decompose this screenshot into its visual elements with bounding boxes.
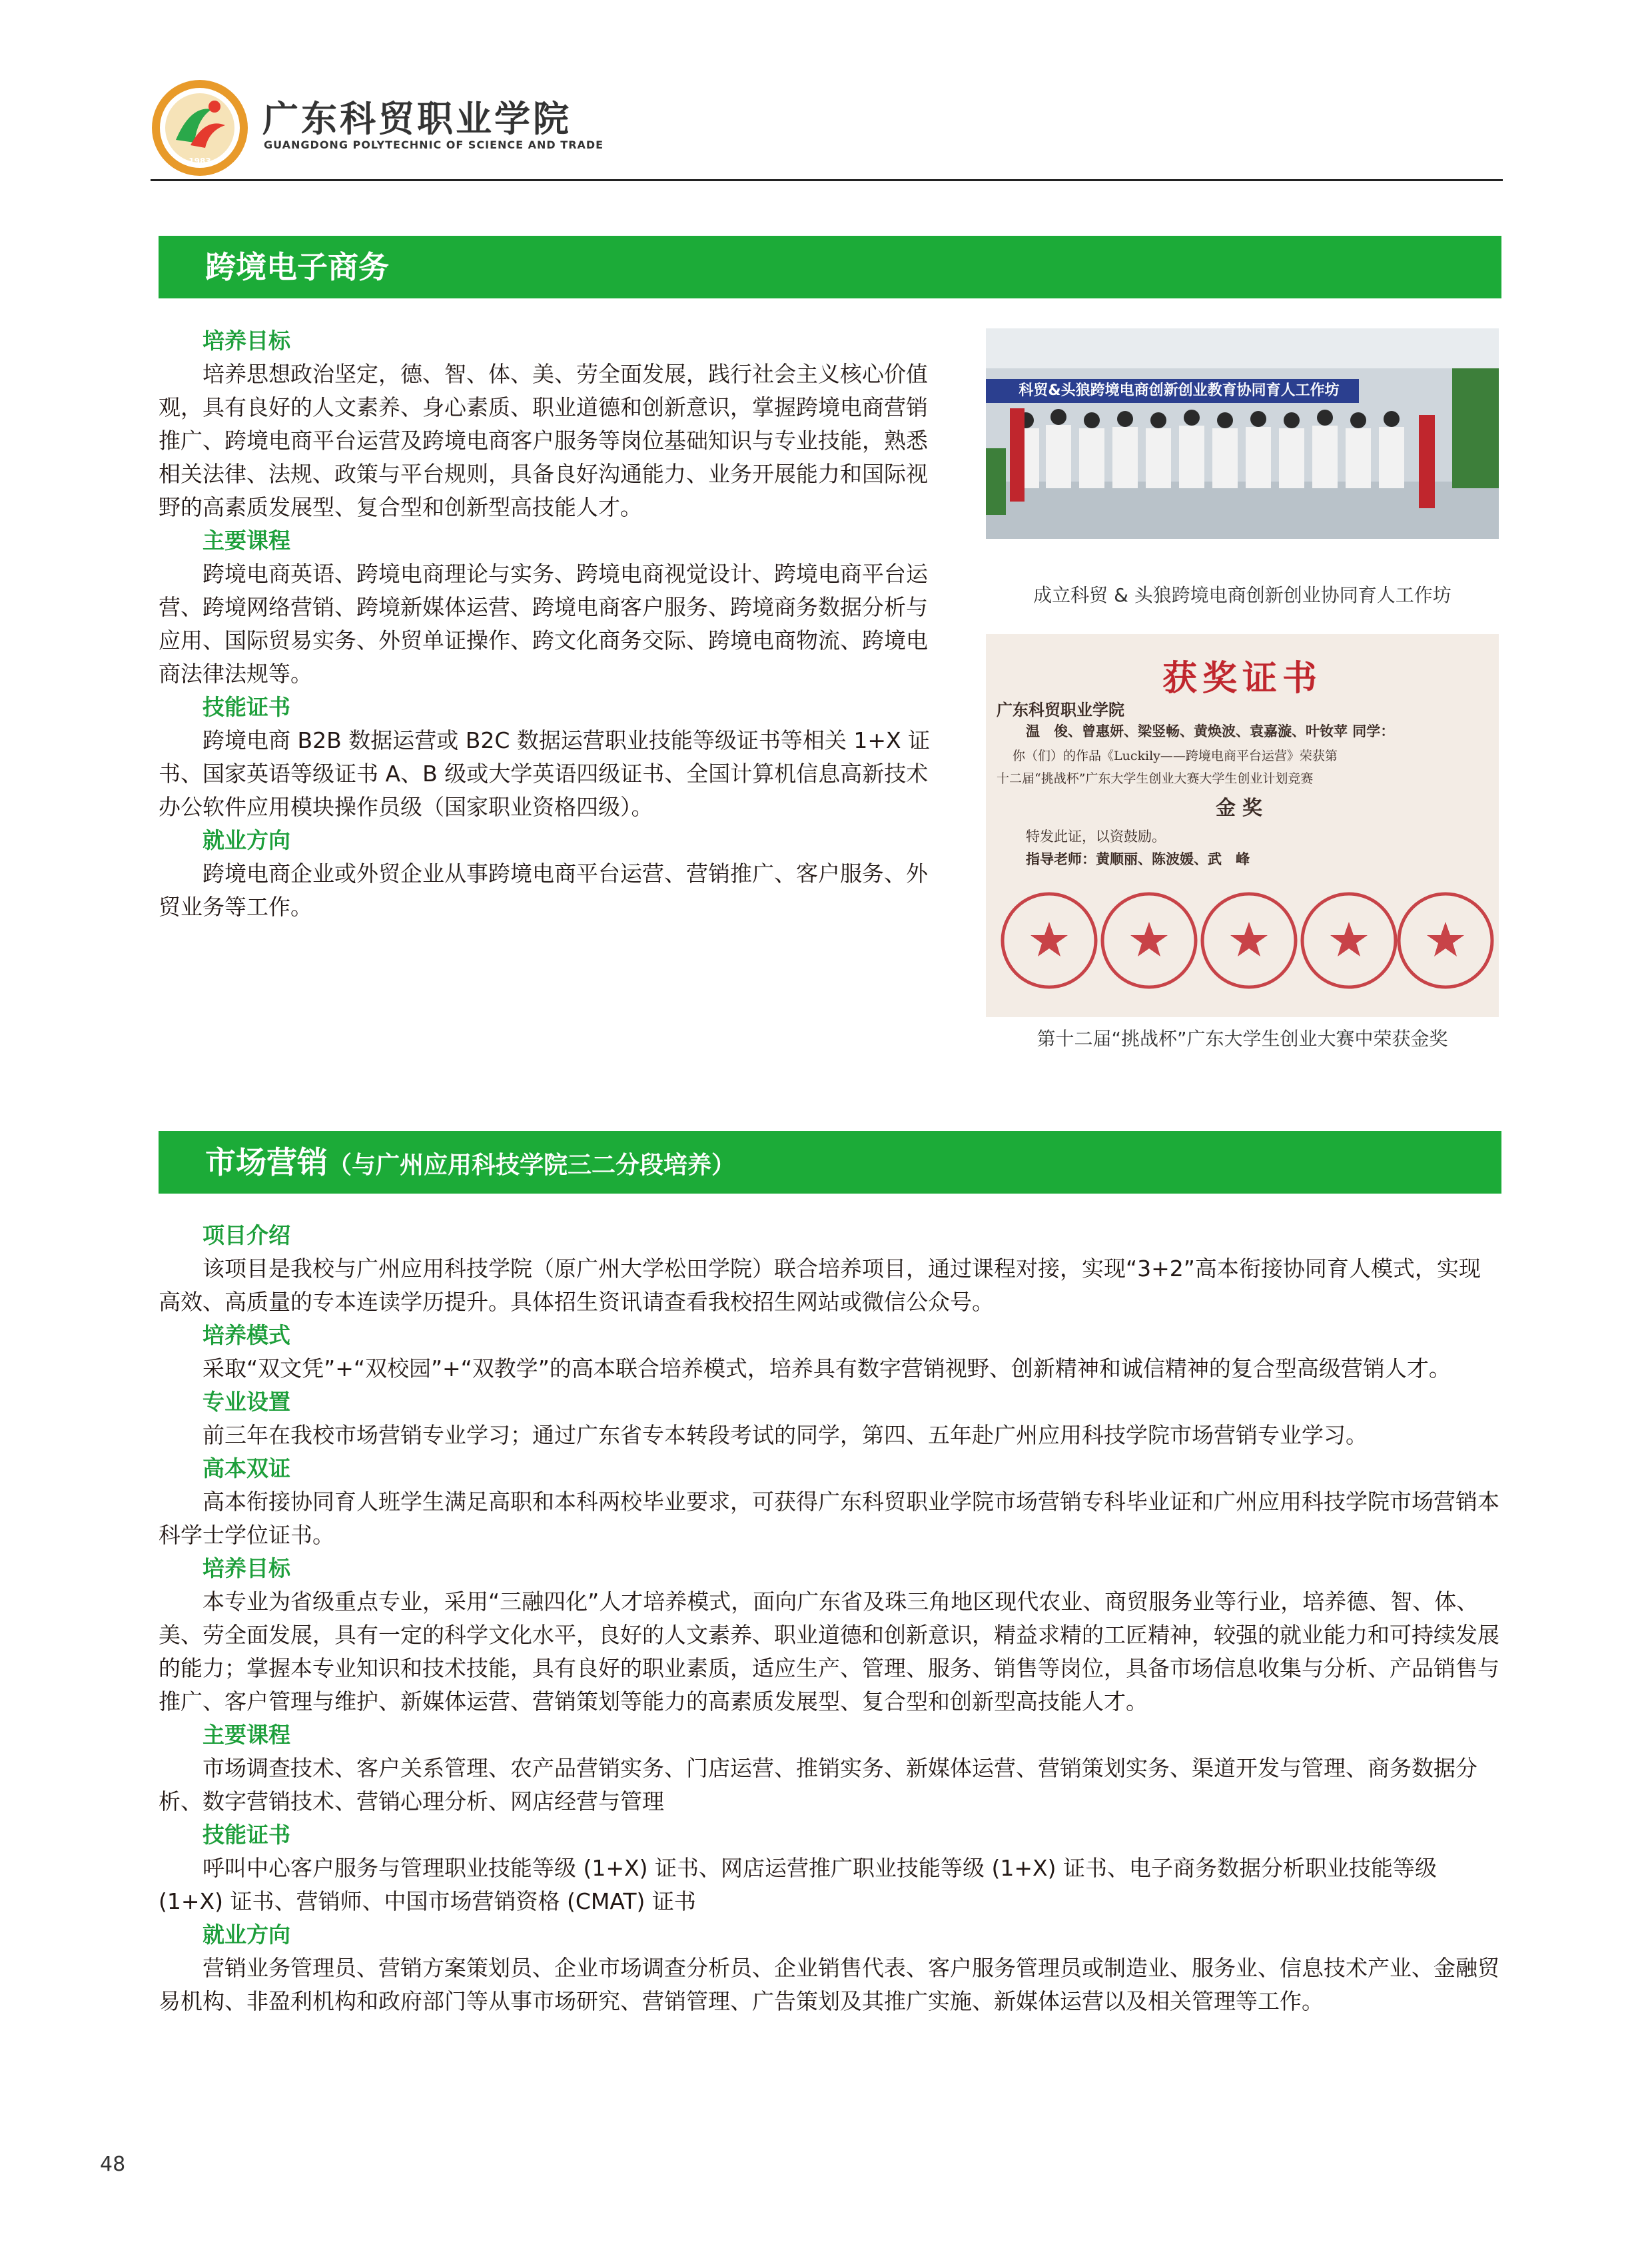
section-subtitle: （与广州应用科技学院三二分段培养） <box>328 1152 736 1179</box>
block-text: 跨境电商英语、跨境电商理论与实务、跨境电商视觉设计、跨境电商平台运营、跨境网络营销、跨境新媒体运营、跨境电商客户服务、跨境商务数据分析与应用、国际贸易实务、外贸单证操作、跨文化商务交际、跨境电商物流、跨境电商法律法规等。 <box>159 561 928 687</box>
section1-content <box>159 324 942 924</box>
logo-year: 1983 <box>189 157 211 166</box>
block-text: 跨境电商 B2B 数据运营或 B2C 数据运营职业技能等级证书等相关 1+X 证书、国家英语等级证书 A、B 级或大学英语四级证书、全国计算机信息高新技术办公软件应用模块操作员级（国家职业资格四级）。 <box>159 727 931 820</box>
school-name-cn: 广东科贸职业学院 <box>262 98 572 140</box>
block-text: 呼叫中心客户服务与管理职业技能等级 (1+X) 证书、网店运营推广职业技能等级 (1+X) 证书、电子商务数据分析职业技能等级 (1+X) 证书、营销师、中国市场营销资格 (CMAT) 证书 <box>159 1855 1437 1914</box>
official-seals-icon <box>986 874 1499 1017</box>
section-band-marketing <box>159 1131 1501 1194</box>
certificate-line3: 特发此证，以资鼓励。 <box>1026 829 1166 845</box>
block-heading: 项目介绍 <box>203 1222 290 1248</box>
photo-banner-text: 科贸&头狼跨境电商创新创业教育协同育人工作坊 <box>1019 382 1340 399</box>
block-heading: 高本双证 <box>203 1455 290 1481</box>
section-title: 跨境电子商务 <box>205 249 389 285</box>
block-text: 该项目是我校与广州应用科技学院（原广州大学松田学院）联合培养项目，通过课程对接，实现“3+2”高本衔接协同育人模式，实现高效、高质量的专本连读学历提升。具体招生资讯请查看我校招生网站或微信公众号。 <box>159 1256 1481 1315</box>
certificate-title: 获奖证书 <box>1162 658 1322 699</box>
certificate-award: 金奖 <box>1216 797 1269 820</box>
page-number: 48 <box>100 2153 126 2176</box>
block-heading: 技能证书 <box>203 694 290 720</box>
certificate-school: 广东科贸职业学院 <box>997 700 1124 719</box>
section-title-main: 市场营销 <box>205 1144 328 1180</box>
header-divider <box>151 179 1503 181</box>
block-heading: 培养目标 <box>203 328 290 354</box>
block-heading: 就业方向 <box>203 827 290 853</box>
award-certificate-photo <box>986 634 1499 1017</box>
section2-content <box>159 1219 1501 2018</box>
block-heading: 培养目标 <box>203 1555 290 1581</box>
section-title <box>205 1131 735 1197</box>
group-photo-illustration <box>986 328 1499 539</box>
school-logo-icon <box>151 79 249 177</box>
group-photo <box>986 328 1499 539</box>
page-header <box>151 79 1503 180</box>
certificate-line2: 十二届“挑战杯”广东大学生创业大赛大学生创业计划竞赛 <box>997 771 1314 786</box>
certificate-advisors: 指导老师：黄顺丽、陈波媛、武 峰 <box>1026 851 1250 867</box>
section-band-ecommerce <box>159 236 1501 298</box>
block-heading: 主要课程 <box>203 1722 290 1748</box>
block-text: 营销业务管理员、营销方案策划员、企业市场调查分析员、企业销售代表、客户服务管理员或制造业、服务业、信息技术产业、金融贸易机构、非盈利机构和政府部门等从事市场研究、营销管理、广告策划及其推广实施、新媒体运营以及相关管理等工作。 <box>159 1955 1499 2014</box>
block-text: 高本衔接协同育人班学生满足高职和本科两校毕业要求，可获得广东科贸职业学院市场营销专科毕业证和广州应用科技学院市场营销本科学士学位证书。 <box>159 1489 1499 1548</box>
block-heading: 培养模式 <box>203 1322 290 1348</box>
photo2-caption: 第十二届“挑战杯”广东大学生创业大赛中荣获金奖 <box>1036 1028 1448 1050</box>
block-text: 前三年在我校市场营销专业学习；通过广东省专本转段考试的同学，第四、五年赴广州应用科技学院市场营销专业学习。 <box>203 1422 1368 1448</box>
block-text: 采取“双文凭”+“双校园”+“双教学”的高本联合培养模式，培养具有数字营销视野、创新精神和诚信精神的复合型高级营销人才。 <box>203 1355 1451 1381</box>
block-heading: 主要课程 <box>203 528 290 554</box>
certificate-line1: 你（们）的作品《Luckily——跨境电商平台运营》荣获第 <box>1013 749 1338 763</box>
block-heading: 就业方向 <box>203 1922 290 1948</box>
school-name-en: GUANGDONG POLYTECHNIC OF SCIENCE AND TRADE <box>264 139 604 151</box>
block-heading: 专业设置 <box>203 1389 290 1415</box>
certificate-names: 温 俊、曾惠妍、梁竖畅、黄焕波、袁嘉漩、叶钕苹 同学： <box>1026 723 1395 739</box>
block-text: 培养思想政治坚定，德、智、体、美、劳全面发展，践行社会主义核心价值观，具有良好的人文素养、身心素质、职业道德和创新意识，掌握跨境电商营销推广、跨境电商平台运营及跨境电商客户服务等岗位基础知识与专业技能，熟悉相关法律、法规、政策与平台规则，具备良好沟通能力、业务开展能力和国际视野的高素质发展型、复合型和创新型高技能人才。 <box>159 361 928 520</box>
block-heading: 技能证书 <box>203 1822 290 1848</box>
block-text: 跨境电商企业或外贸企业从事跨境电商平台运营、营销推广、客户服务、外贸业务等工作。 <box>159 861 928 920</box>
photo1-caption: 成立科贸 & 头狼跨境电商创新创业协同育人工作坊 <box>1033 584 1451 606</box>
block-text: 市场调查技术、客户关系管理、农产品营销实务、门店运营、推销实务、新媒体运营、营销策划实务、渠道开发与管理、商务数据分析、数字营销技术、营销心理分析、网店经营与管理 <box>159 1755 1477 1814</box>
block-text: 本专业为省级重点专业，采用“三融四化”人才培养模式，面向广东省及珠三角地区现代农业、商贸服务业等行业，培养德、智、体、美、劳全面发展，具有一定的科学文化水平，良好的人文素养、职业道德和创新意识，精益求精的工匠精神，较强的就业能力和可持续发展的能力；掌握本专业知识和技术技能，具有良好的职业素质，适应生产、管理、服务、销售等岗位，具备市场信息收集与分析、产品销售与推广、客户管理与维护、新媒体运营、营销策划等能力的高素质发展型、复合型和创新型高技能人才。 <box>159 1589 1499 1714</box>
